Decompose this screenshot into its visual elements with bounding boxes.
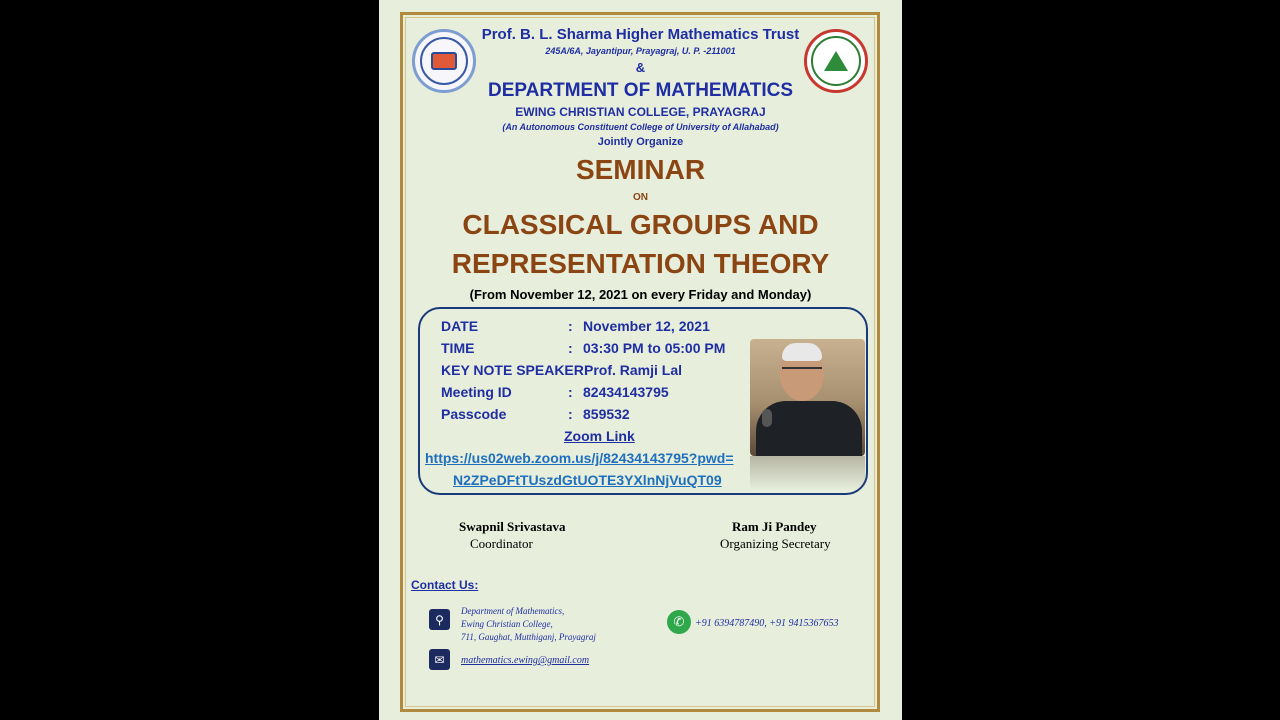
poster [379,0,902,720]
event-title-line2: REPRESENTATION THEORY [451,248,830,279]
secretary-name: Ram Ji Pandey [732,519,817,534]
location-pin-icon: ⚲ [429,609,450,630]
college-note: (An Autonomous Constituent College of University of Allahabad) [502,122,779,132]
speaker-photo-glasses [782,367,822,373]
coordinator-name: Swapnil Srivastava [459,519,566,534]
passcode-colon: : [568,406,573,422]
speaker-photo [750,339,865,456]
mail-icon: ✉ [429,649,450,670]
address-line1: Department of Mathematics, [461,606,565,616]
speaker-photo-reflection [750,456,865,490]
meeting-id-value: 82434143795 [583,384,669,400]
ampersand: & [635,60,646,75]
college-name: EWING CHRISTIAN COLLEGE, PRAYAGRAJ [515,105,766,119]
event-type: SEMINAR [575,154,706,185]
event-title-line1: CLASSICAL GROUPS AND [462,209,819,240]
passcode-label: Passcode [441,406,507,422]
time-value: 03:30 PM to 05:00 PM [583,340,726,356]
date-label: DATE [441,318,479,334]
trust-address: 245A/6A, Jayantipur, Prayagraj, U. P. -211001 [545,46,736,56]
event-on: ON [633,192,648,203]
coordinator-role: Coordinator [470,536,533,551]
address-line2: Ewing Christian College, [461,619,553,629]
time-label: TIME [441,340,475,356]
zoom-link-label: Zoom Link [564,428,635,444]
department-name: DEPARTMENT OF MATHEMATICS [487,80,794,101]
trust-name: Prof. B. L. Sharma Higher Mathematics Trust [481,26,800,43]
meeting-id-label: Meeting ID [441,384,512,400]
date-value: November 12, 2021 [583,318,710,334]
speaker-value: Prof. Ramji Lal [584,362,683,378]
speaker-photo-body [756,401,862,456]
zoom-link-line1[interactable]: https://us02web.zoom.us/j/82434143795?pwd= [425,450,734,466]
contact-title: Contact Us: [411,578,479,592]
event-schedule: (From November 12, 2021 on every Friday and Monday) [469,287,812,302]
meeting-id-colon: : [568,384,573,400]
microphone-icon [762,409,772,427]
passcode-value: 859532 [583,406,630,422]
address-line3: 711, Gaughat, Mutthiganj, Prayagraj [461,632,596,642]
jointly-organize: Jointly Organize [597,136,684,148]
speaker-label: KEY NOTE SPEAKER: [441,362,589,378]
contact-email[interactable]: mathematics.ewing@gmail.com [461,655,590,666]
time-colon: : [568,340,573,356]
zoom-link-line2[interactable]: N2ZPeDFtTUszdGtUOTE3YXlnNjVuQT09 [453,472,722,488]
speaker-photo-hair [782,343,822,361]
whatsapp-icon: ✆ [667,610,691,634]
contact-phones: +91 6394787490, +91 9415367653 [695,618,839,629]
date-colon: : [568,318,573,334]
secretary-role: Organizing Secretary [720,536,831,551]
